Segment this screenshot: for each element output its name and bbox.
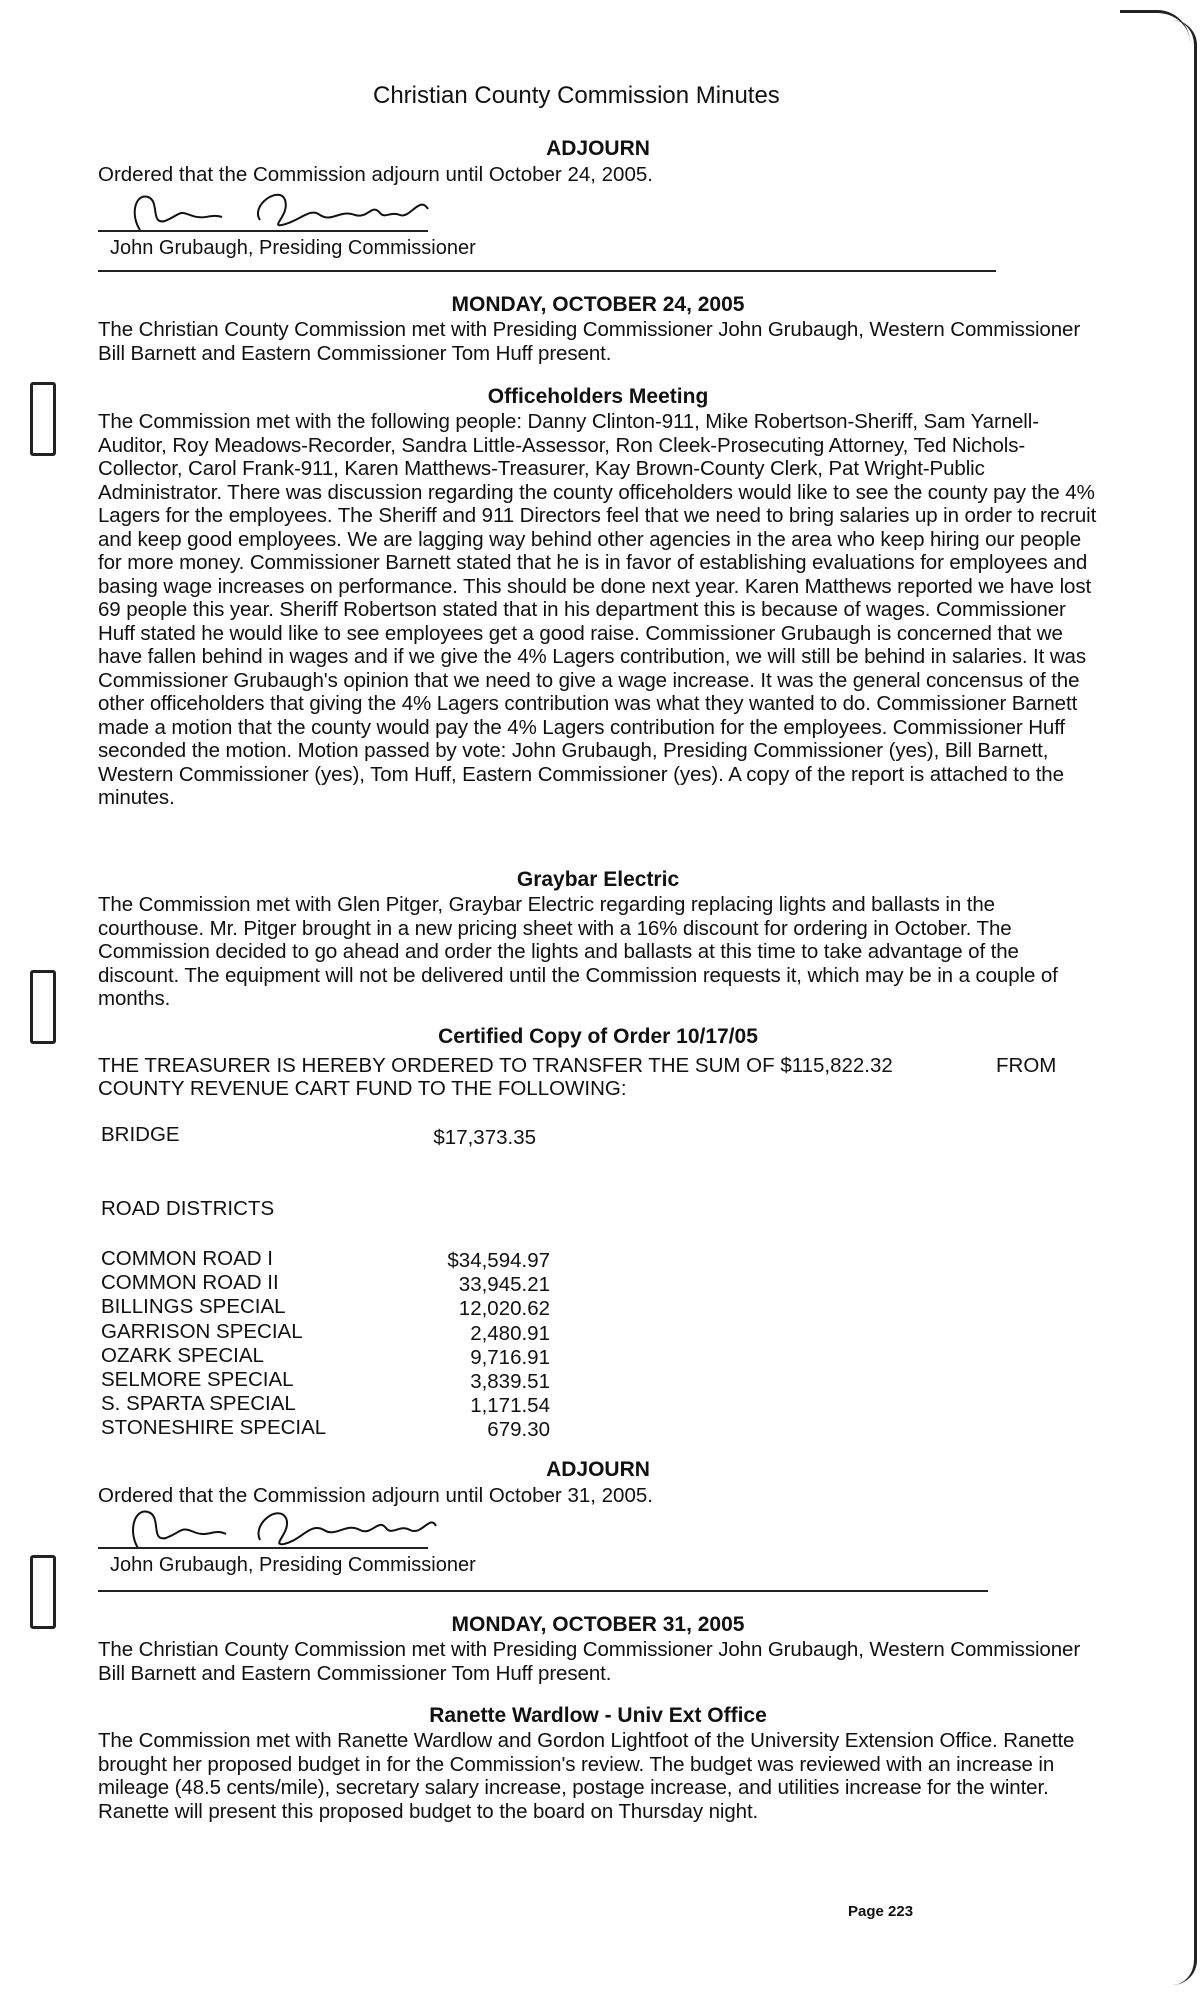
fund-amount: 33,945.21 — [458, 1273, 550, 1296]
meeting-date-heading-1: MONDAY, OCTOBER 24, 2005 — [451, 293, 745, 316]
section-divider-1 — [98, 270, 996, 272]
ranette-text: The Commission met with Ranette Wardlow and Gordon Lightfoot of the University Extension Office. Ranette brought her proposed budget in for the Commission's review. The budget was reviewed with an increase in mileage (48.5 cents/mile), secretary salary increase, postage increase, and utilities increase for the winter. Ranette will present this proposed budget to the board on Thursday night. — [98, 1729, 1075, 1823]
adjourn-heading-2: ADJOURN — [546, 1458, 650, 1481]
order-line-2: COUNTY REVENUE CART FUND TO THE FOLLOWING: — [98, 1077, 627, 1100]
fund-name: S. SPARTA SPECIAL — [101, 1392, 296, 1415]
binder-hole-bottom — [30, 1555, 56, 1629]
binder-hole-middle — [30, 970, 56, 1044]
fund-amount: 2,480.91 — [470, 1322, 550, 1345]
signature-image-2 — [110, 1502, 450, 1552]
document-title: Christian County Commission Minutes — [373, 82, 780, 109]
adjourn-text-2: Ordered that the Commission adjourn until October 31, 2005. — [98, 1484, 653, 1507]
signature-caption-1: John Grubaugh, Presiding Commissioner — [110, 237, 476, 259]
fund-amount: 1,171.54 — [470, 1394, 550, 1417]
adjourn-text-1: Ordered that the Commission adjourn until October 24, 2005. — [98, 163, 653, 186]
fund-name: SELMORE SPECIAL — [101, 1368, 294, 1391]
fund-name: STONESHIRE SPECIAL — [101, 1416, 327, 1439]
fund-name: BILLINGS SPECIAL — [101, 1295, 286, 1318]
fund-amount: 12,020.62 — [458, 1297, 550, 1320]
fund-amount: 679.30 — [487, 1418, 550, 1441]
binder-hole-top — [30, 382, 56, 456]
fund-name: OZARK SPECIAL — [101, 1344, 264, 1367]
meeting-intro-2: The Christian County Commission met with Presiding Commissioner John Grubaugh, Western Commissioner Bill Barnett and Eastern Commissioner Tom Huff present. — [98, 1638, 1081, 1685]
fund-name: COMMON ROAD II — [101, 1271, 279, 1294]
fund-amount: 3,839.51 — [470, 1370, 550, 1393]
order-line-1-tail: FROM — [996, 1054, 1057, 1077]
ranette-heading: Ranette Wardlow - Univ Ext Office — [429, 1704, 767, 1727]
meeting-intro-1: The Christian County Commission met with Presiding Commissioner John Grubaugh, Western Commissioner Bill Barnett and Eastern Commissioner Tom Huff present. — [98, 318, 1081, 365]
order-line-1: THE TREASURER IS HEREBY ORDERED TO TRANSFER THE SUM OF $115,822.32 — [98, 1054, 893, 1077]
fund-amount: 9,716.91 — [470, 1346, 550, 1369]
signature-line-1 — [98, 230, 428, 232]
meeting-date-heading-2: MONDAY, OCTOBER 31, 2005 — [451, 1613, 745, 1636]
officeholders-text: The Commission met with the following people: Danny Clinton-911, Mike Robertson-Sheriff, Sam Yarnell-Auditor, Roy Meadows-Recorder, Sandra Little-Assessor, Ron Cleek-Prosecuting Attorney, Ted Nichols-Collector, Carol Frank-911, Karen Matthews-Treasurer, Kay Brown-County Clerk, Pat Wright-Public Administrator. There was discussion regarding the county officeholders would like to see the county pay the 4% Lagers for the employees. The Sheriff and 911 Directors feel that we need to bring salaries up in order to recruit and keep good employees. We are lagging way behind other agencies in the area who keep hiring our people for more money. Commissioner Barnett stated that he is in favor of establishing evaluations for employees and basing wage increases on performance. This should be done next year. Karen Matthews reported we have lost 69 people this year. Sheriff Robertson stated that in his department this is because of wages. Commissioner Huff stated he would like to see employees get a good raise. Commissioner Grubaugh is concerned that we have fallen behind in wages and if we give the 4% Lagers contribution, we will still be behind in salaries. It was Commissioner Grubaugh's opinion that we need to give a wage increase. It was the general concensus of the other officeholders that giving the 4% Lagers contribution was what they wanted to do. Commissioner Barnett made a motion that the county would pay the 4% Lagers contribution for the employees. Commissioner Huff seconded the motion. Motion passed by vote: John Grubaugh, Presiding Commissioner (yes), Bill Barnett, Western Commissioner (yes), Tom Huff, Eastern Commissioner (yes). A copy of the report is attached to the minutes. — [98, 410, 1097, 809]
fund-name: COMMON ROAD I — [101, 1247, 273, 1270]
signature-image-1 — [110, 185, 450, 235]
bridge-amount: $17,373.35 — [433, 1126, 536, 1149]
certified-order-heading: Certified Copy of Order 10/17/05 — [438, 1025, 758, 1048]
page-right-edge — [1172, 20, 1197, 1985]
road-districts-label: ROAD DISTRICTS — [101, 1197, 275, 1220]
section-divider-2 — [98, 1590, 988, 1592]
officeholders-heading: Officeholders Meeting — [487, 385, 709, 408]
graybar-text: The Commission met with Glen Pitger, Graybar Electric regarding replacing lights and ballasts in the courthouse. Mr. Pitger brought in a new pricing sheet with a 16% discount for ordering in October. The Commission decided to go ahead and order the lights and ballasts at this time to take advantage of the discount. The equipment will not be delivered until the Commission requests it, which may be in a couple of months. — [98, 893, 1058, 1010]
signature-caption-2: John Grubaugh, Presiding Commissioner — [110, 1554, 476, 1576]
graybar-heading: Graybar Electric — [516, 868, 680, 891]
adjourn-heading-1: ADJOURN — [546, 137, 650, 160]
fund-name: GARRISON SPECIAL — [101, 1320, 303, 1343]
page-number: Page 223 — [848, 1903, 914, 1920]
fund-amount: $34,594.97 — [447, 1249, 550, 1272]
bridge-label: BRIDGE — [101, 1123, 180, 1146]
signature-line-2 — [98, 1547, 428, 1549]
